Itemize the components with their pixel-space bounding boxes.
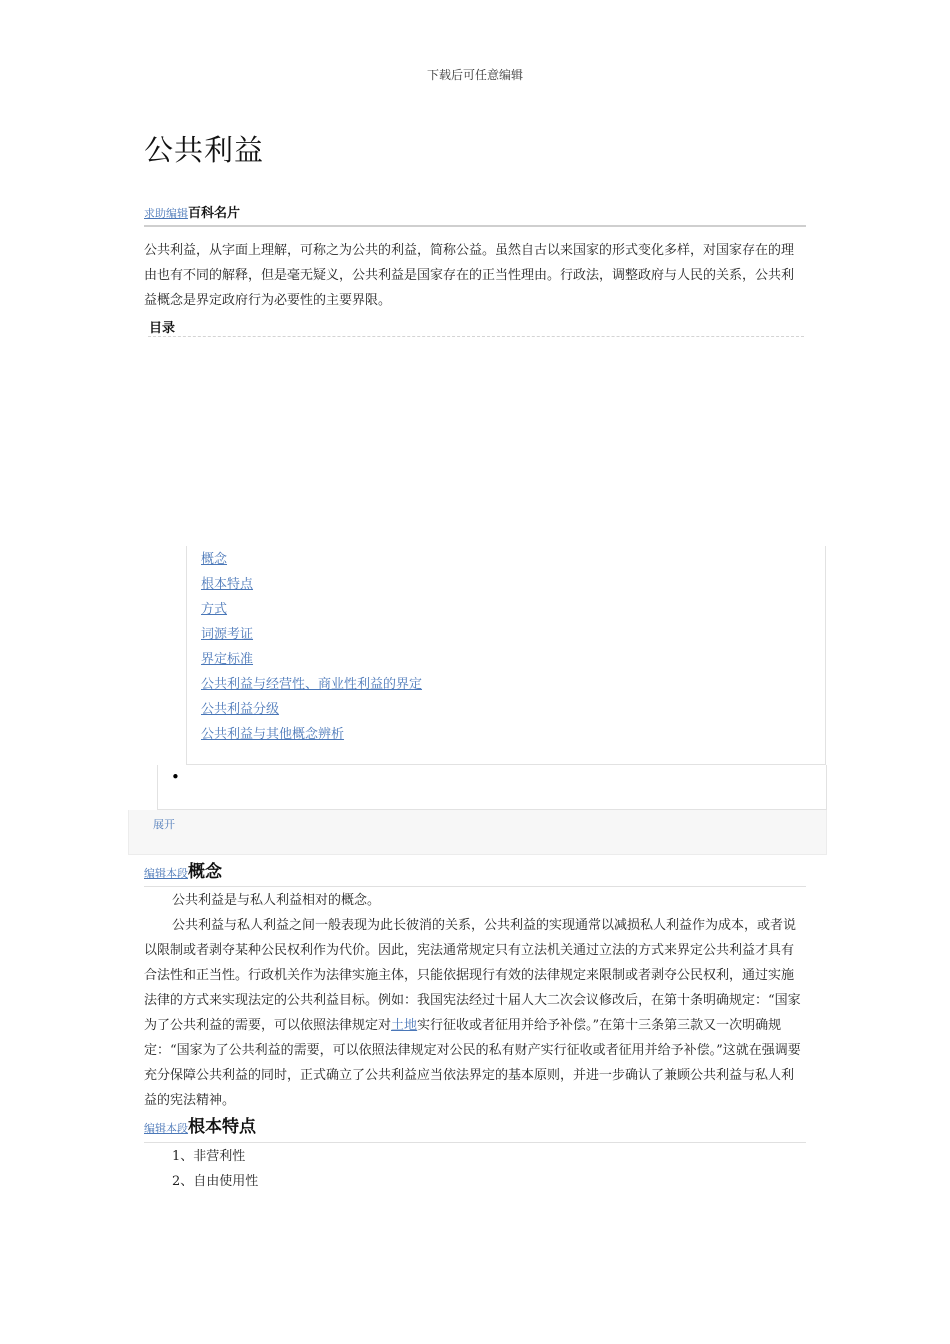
toc-item-distinction[interactable]: 公共利益与其他概念辨析 xyxy=(201,727,345,742)
toc-item-etymology[interactable]: 词源考证 xyxy=(201,627,254,642)
concept-paragraph-1: 公共利益是与私人利益相对的概念。 xyxy=(172,893,381,908)
concept-paragraph-2 xyxy=(144,913,806,1113)
toc-item-commercial[interactable]: 公共利益与经营性、商业性利益的界定 xyxy=(201,677,423,692)
intro-paragraph: 公共利益，从字面上理解，可称之为公共的利益，简称公益。虽然自古以来国家的形式变化多样，对国家存在的理由也有不同的解释，但是毫无疑义，公共利益是国家存在的正当性理由。行政法，调整政府与人民的关系，公共利益概念是界定政府行为必要性的主要界限。 xyxy=(144,243,795,308)
toc-footer xyxy=(128,810,827,855)
land-link[interactable]: 土地 xyxy=(391,1018,418,1033)
section-header-features xyxy=(144,1112,256,1137)
toc-heading: 目录 xyxy=(149,321,176,336)
card-label: 百科名片 xyxy=(188,206,241,221)
toc-list xyxy=(201,547,422,747)
toc-item-features[interactable]: 根本特点 xyxy=(201,577,254,592)
card-divider xyxy=(144,225,806,227)
concept-text-b: 实行征收或者征用并给予补偿。”在第十三条第三款又一次明确规定：“国家为了公共利益的需要，可以依照法律规定对公民的私有财产实行征收或者征用并给予补偿。”这就在强调要充分保障公共利益的同时，正式确立了公共利益应当依法界定的基本原则，并进一步确认了兼顾公共利益与私人利益的宪法精神。 xyxy=(144,1018,801,1108)
section-divider xyxy=(144,886,806,887)
concept-text-a: 公共利益与私人利益之间一般表现为此长彼消的关系，公共利益的实现通常以减损私人利益作为成本，或者说以限制或者剥夺某种公民权利作为代价。因此，宪法通常规定只有立法机关通过立法的方式来界定公共利益才具有合法性和正当性。行政机关作为法律实施主体，只能依据现行有效的法律规定来限制或者剥夺公民权利，通过实施法律的方式来实现法定的公共利益目标。例如：我国宪法经过十届人大二次会议修改后，在第十条明确规定：“国家为了公共利益的需要，可以依照法律规定对 xyxy=(144,918,801,1033)
section-divider xyxy=(144,1142,806,1143)
section-title: 概念 xyxy=(188,862,222,882)
download-note: 下载后可任意编辑 xyxy=(426,68,523,82)
toc-bullet-box xyxy=(157,765,827,810)
edit-section-link[interactable]: 编辑本段 xyxy=(144,867,188,880)
section-title: 根本特点 xyxy=(188,1117,256,1137)
page-title: 公共利益 xyxy=(144,133,265,167)
expand-link[interactable]: 展开 xyxy=(153,818,175,831)
feature-item: 2、自由使用性 xyxy=(172,1174,259,1189)
help-edit-link[interactable]: 求助编辑 xyxy=(144,207,188,220)
toc-divider xyxy=(148,336,804,337)
bullet-icon: • xyxy=(171,768,180,786)
feature-item: 1、非营利性 xyxy=(172,1149,246,1164)
section-header-concept xyxy=(144,857,222,882)
toc-item-criteria[interactable]: 界定标准 xyxy=(201,652,254,667)
toc-item-grading[interactable]: 公共利益分级 xyxy=(201,702,280,717)
toc-item-methods[interactable]: 方式 xyxy=(201,602,228,617)
card-row xyxy=(144,202,240,221)
edit-section-link[interactable]: 编辑本段 xyxy=(144,1122,188,1135)
toc-item-concept[interactable]: 概念 xyxy=(201,552,228,567)
